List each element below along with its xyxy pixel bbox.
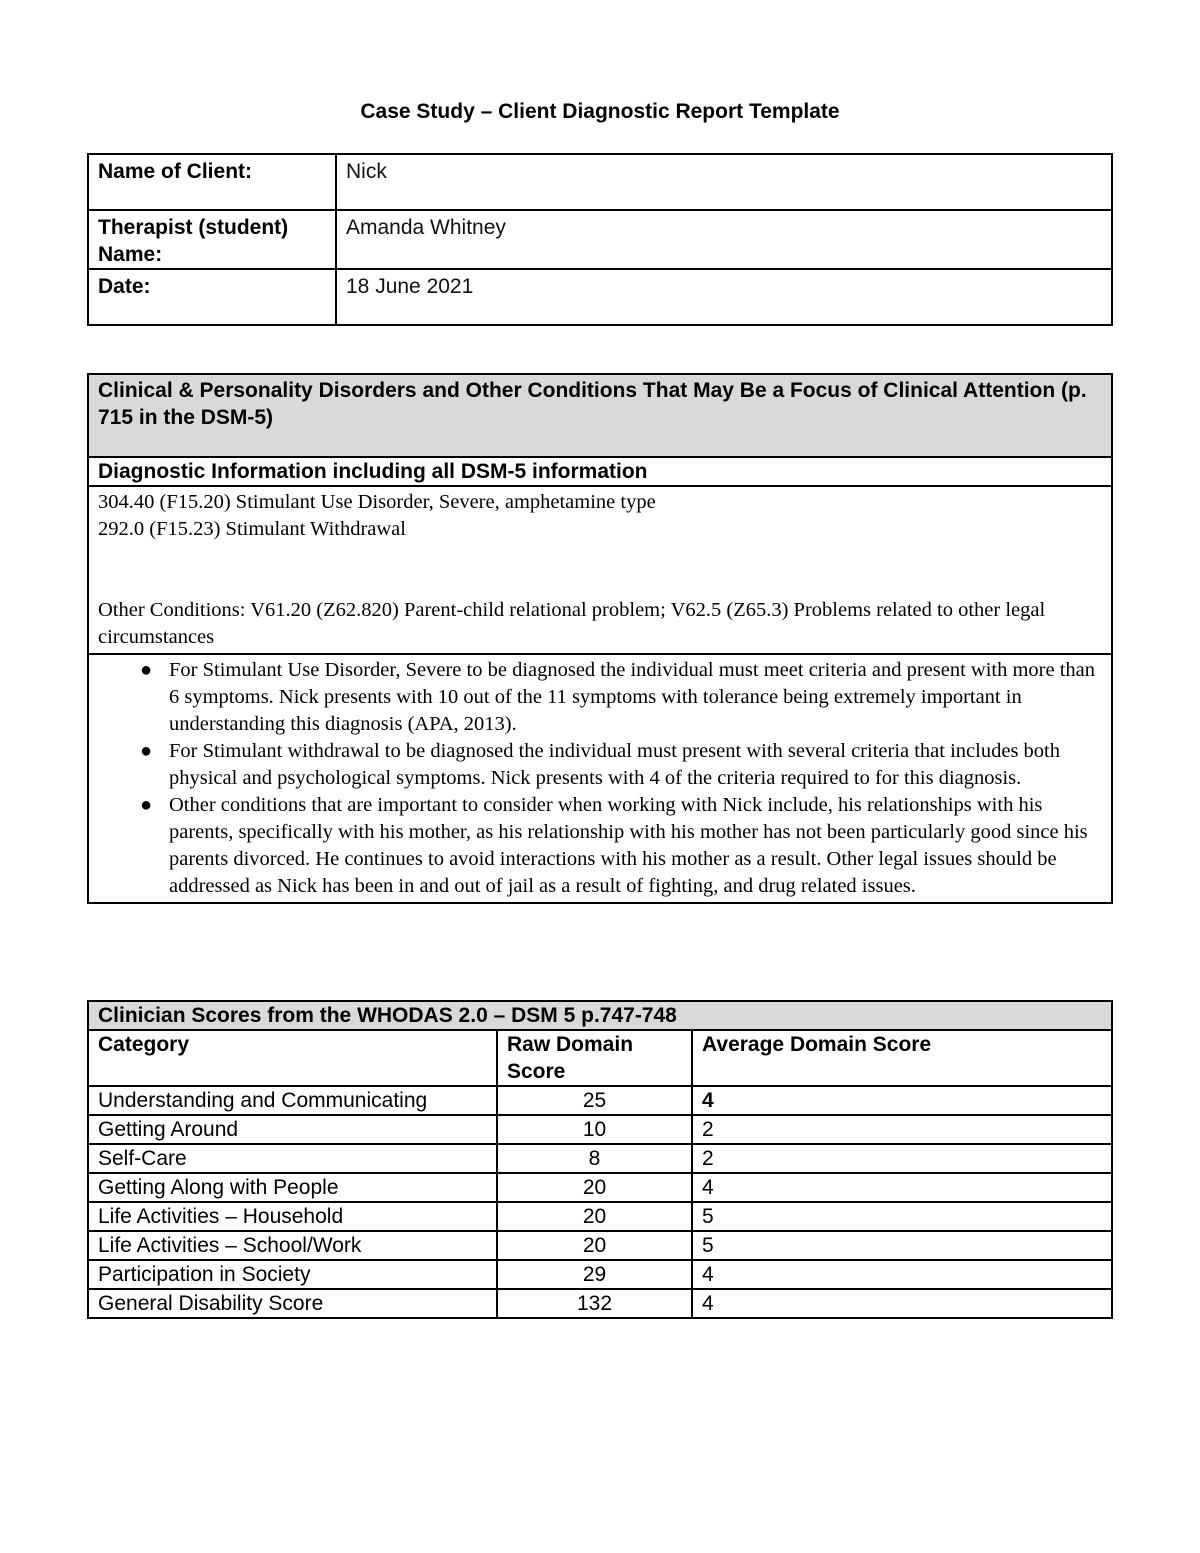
diagnosis-code: 292.0 (F15.23) Stimulant Withdrawal	[98, 518, 406, 540]
table-row	[88, 1144, 1112, 1173]
average-score-cell: 4	[692, 1173, 1112, 1202]
average-score-cell: 4	[692, 1260, 1112, 1289]
average-score-cell: 5	[692, 1231, 1112, 1260]
table-row	[88, 1086, 1112, 1115]
raw-score-cell: 20	[497, 1202, 692, 1231]
table-row	[88, 1289, 1112, 1318]
column-header-average-score: Average Domain Score	[692, 1030, 1112, 1086]
raw-score-cell: 132	[497, 1289, 692, 1318]
whodas-caption: Clinician Scores from the WHODAS 2.0 – DSM 5 p.747-748	[88, 1001, 1112, 1030]
client-name-label: Name of Client:	[88, 154, 336, 210]
document-title: Case Study – Client Diagnostic Report Template	[360, 100, 840, 123]
date-value: 18 June 2021	[336, 269, 1112, 325]
bullet-icon: ●	[140, 740, 153, 762]
whodas-table	[87, 1000, 1113, 1319]
raw-score-cell: 29	[497, 1260, 692, 1289]
table-row	[88, 1202, 1112, 1231]
average-score-cell: 4	[692, 1086, 1112, 1115]
raw-score-cell: 25	[497, 1086, 692, 1115]
diagnosis-subheader: Diagnostic Information including all DSM-5 information	[88, 457, 1112, 486]
column-header-category: Category	[88, 1030, 497, 1086]
diagnosis-table	[87, 373, 1113, 904]
table-row	[88, 1173, 1112, 1202]
category-cell: Getting Around	[88, 1115, 497, 1144]
table-row	[88, 1260, 1112, 1289]
category-cell: General Disability Score	[88, 1289, 497, 1318]
therapist-label: Therapist (student) Name:	[88, 210, 336, 269]
list-item: ● For Stimulant Use Disorder, Severe to be diagnosed the individual must meet criteria and present with more than 6 symptoms. Nick presents with 10 out of the 11 symptoms with tolerance being extremely important in understanding this diagnosis (APA, 2013).	[140, 659, 1096, 735]
bullet-icon: ●	[140, 794, 153, 816]
diagnosis-rationale	[88, 654, 1112, 903]
diagnosis-codes	[88, 486, 1112, 654]
category-cell: Life Activities – Household	[88, 1202, 497, 1231]
diagnosis-code: 304.40 (F15.20) Stimulant Use Disorder, Severe, amphetamine type	[98, 491, 656, 513]
average-score-cell: 5	[692, 1202, 1112, 1231]
date-label: Date:	[88, 269, 336, 325]
client-name-row	[88, 154, 1112, 210]
table-row	[88, 1231, 1112, 1260]
column-header-raw-score: Raw Domain Score	[497, 1030, 692, 1086]
average-score-cell: 2	[692, 1115, 1112, 1144]
average-score-cell: 4	[692, 1289, 1112, 1318]
raw-score-cell: 20	[497, 1231, 692, 1260]
category-cell: Understanding and Communicating	[88, 1086, 497, 1115]
other-conditions: Other Conditions: V61.20 (Z62.820) Parent-child relational problem; V62.5 (Z65.3) Problems related to other legal circumstances	[98, 599, 1046, 648]
average-score-cell: 2	[692, 1144, 1112, 1173]
raw-score-cell: 8	[497, 1144, 692, 1173]
date-row	[88, 269, 1112, 325]
category-cell: Self-Care	[88, 1144, 497, 1173]
therapist-value: Amanda Whitney	[336, 210, 1112, 269]
table-row	[88, 1115, 1112, 1144]
client-name-value: Nick	[336, 154, 1112, 210]
diagnosis-header: Clinical & Personality Disorders and Other Conditions That May Be a Focus of Clinical Attention (p. 715 in the DSM-5)	[88, 374, 1112, 457]
raw-score-cell: 10	[497, 1115, 692, 1144]
list-item: ● For Stimulant withdrawal to be diagnosed the individual must present with several criteria that includes both physical and psychological symptoms. Nick presents with 4 of the criteria required to for this diagnosis.	[140, 740, 1060, 789]
category-cell: Life Activities – School/Work	[88, 1231, 497, 1260]
therapist-row	[88, 210, 1112, 269]
category-cell: Getting Along with People	[88, 1173, 497, 1202]
list-item: ● Other conditions that are important to consider when working with Nick include, his relationships with his parents, specifically with his mother, as his relationship with his mother has not been particularly good since his parents divorced. He continues to avoid interactions with his mother as a result. Other legal issues should be addressed as Nick has been in and out of jail as a result of fighting, and drug related issues.	[140, 794, 1088, 897]
client-info-table	[87, 153, 1113, 326]
category-cell: Participation in Society	[88, 1260, 497, 1289]
bullet-icon: ●	[140, 659, 153, 681]
raw-score-cell: 20	[497, 1173, 692, 1202]
